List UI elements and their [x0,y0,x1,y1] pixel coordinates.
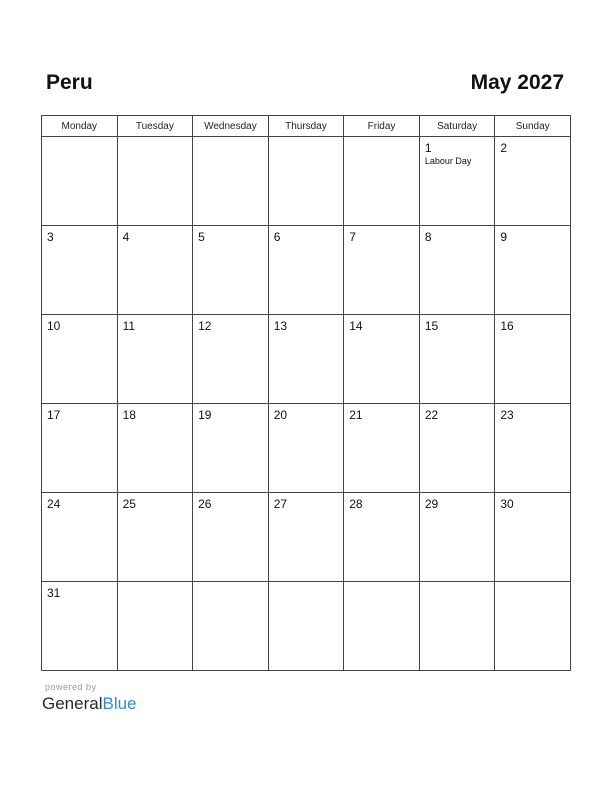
day-number: 17 [47,408,61,422]
day-cell [419,582,495,671]
day-cell [42,493,118,582]
day-cell [117,493,193,582]
day-cell [193,404,269,493]
day-cell [42,582,118,671]
day-number: 18 [122,408,136,422]
day-cell [495,493,571,582]
week-row [42,582,571,671]
week-row [42,226,571,315]
day-cell [117,582,193,671]
day-number [118,137,193,141]
day-number: 16 [500,319,514,333]
day-number: 13 [273,319,288,333]
day-number: 7 [349,230,356,244]
day-number: 14 [349,319,363,333]
day-cell [117,137,193,226]
country-title: Peru [46,71,93,94]
day-cell [268,226,344,315]
day-number: 9 [500,230,508,244]
day-number [269,582,344,586]
day-cell [42,404,118,493]
day-number [495,582,570,586]
day-cell [117,226,193,315]
day-cell [268,404,344,493]
week-row [42,404,571,493]
day-number: 26 [198,497,212,511]
calendar-body [42,137,571,671]
day-cell [344,493,420,582]
day-cell [344,315,420,404]
day-number [344,582,419,586]
day-cell [419,226,495,315]
day-number: 24 [47,497,61,511]
day-number: 6 [273,230,281,244]
day-cell [495,582,571,671]
weekday-wednesday: Wednesday [193,116,269,137]
day-number: 15 [424,319,439,333]
day-number: 11 [122,319,136,333]
brand-logo [42,694,137,714]
weekday-monday: Monday [42,116,118,137]
day-cell [344,137,420,226]
day-cell [344,226,420,315]
day-cell [268,582,344,671]
brand-logo-general: General [42,694,103,713]
day-number [193,137,268,141]
powered-by-label: powered by [45,682,97,692]
day-cell [495,315,571,404]
day-cell [268,137,344,226]
brand-logo-blue: Blue [102,694,137,713]
day-number: 1 [424,141,432,155]
day-cell [344,404,420,493]
day-number: 28 [349,497,363,511]
weekday-thursday: Thursday [268,116,344,137]
week-row [42,137,571,226]
calendar-grid [41,115,571,671]
day-cell [495,226,571,315]
holiday-label: Labour Day [424,156,472,166]
week-row [42,315,571,404]
day-number [118,582,193,586]
weekday-header-row [42,116,571,137]
weekday-friday: Friday [344,116,420,137]
day-number: 30 [500,497,514,511]
month-year-title: May 2027 [470,71,564,94]
day-number: 8 [424,230,432,244]
day-number [193,582,268,586]
day-cell [268,493,344,582]
day-number: 5 [198,230,205,244]
day-number: 27 [273,497,288,511]
day-cell [344,582,420,671]
day-number [42,137,117,141]
day-number: 22 [424,408,439,422]
weekday-sunday: Sunday [495,116,571,137]
day-cell [268,315,344,404]
day-number: 3 [47,230,54,244]
day-number: 25 [122,497,136,511]
day-number [344,137,419,141]
day-number [269,137,344,141]
week-row [42,493,571,582]
day-cell [495,404,571,493]
day-number: 29 [424,497,439,511]
day-cell [193,582,269,671]
day-cell [193,137,269,226]
day-cell [193,493,269,582]
day-cell [419,493,495,582]
day-number: 20 [273,408,288,422]
day-cell [117,315,193,404]
day-number: 12 [198,319,212,333]
day-number: 31 [47,586,61,600]
day-cell [419,404,495,493]
day-cell [419,137,495,226]
day-number: 10 [47,319,61,333]
weekday-tuesday: Tuesday [117,116,193,137]
day-number: 4 [122,230,130,244]
day-number: 19 [198,408,212,422]
day-cell [193,315,269,404]
day-number [420,582,495,586]
day-number: 21 [349,408,363,422]
day-cell [42,226,118,315]
day-cell [42,137,118,226]
day-cell [495,137,571,226]
day-cell [193,226,269,315]
day-cell [117,404,193,493]
day-number: 2 [500,141,508,155]
weekday-saturday: Saturday [419,116,495,137]
day-cell [42,315,118,404]
day-cell [419,315,495,404]
day-number: 23 [500,408,514,422]
